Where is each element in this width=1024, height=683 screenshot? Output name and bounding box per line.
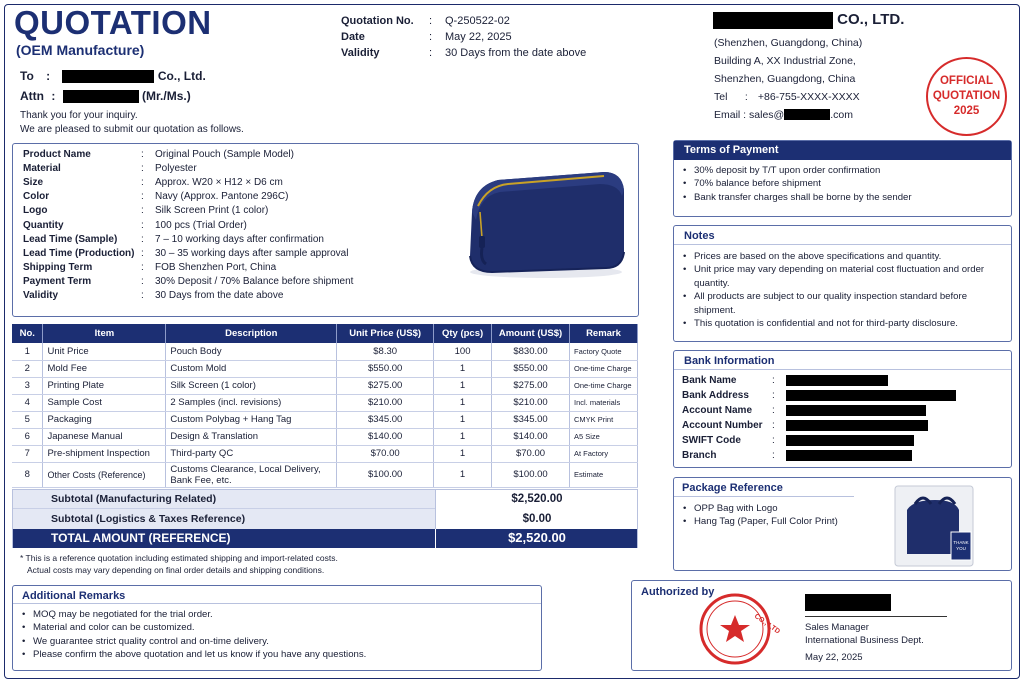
table-row <box>12 377 638 394</box>
cell-amount: $70.00 <box>492 445 570 462</box>
spec-value: 100 pcs (Trial Order) <box>155 219 247 231</box>
spec-label: Size <box>23 176 44 188</box>
meta-colon: : <box>429 31 433 43</box>
meta-value: 30 Days from the date above <box>445 47 587 59</box>
signature-date: May 22, 2025 <box>805 652 863 663</box>
meta-row <box>341 29 586 45</box>
spec-row <box>23 161 353 175</box>
cell-remark: A5 Size <box>569 428 637 445</box>
bank-label: Bank Name <box>682 374 737 386</box>
pouch-product-image <box>458 160 628 280</box>
cell-remark: At Factory <box>569 445 637 462</box>
cell-item: Packaging <box>43 411 166 428</box>
spec-colon: : <box>141 262 144 274</box>
bank-information-title: Bank Information <box>674 351 1011 370</box>
bank-colon: : <box>772 434 775 446</box>
cell-no: 8 <box>12 462 43 487</box>
cell-no: 7 <box>12 445 43 462</box>
terms-of-payment-box <box>673 140 1012 217</box>
table-row <box>12 360 638 377</box>
cell-qty: 1 <box>434 360 492 377</box>
remark-item: • Please confirm the above quotation and let us know if you have any questions. <box>13 648 541 661</box>
meta-colon: : <box>429 47 433 59</box>
spec-label: Color <box>23 191 50 203</box>
signatory-role: Sales Manager <box>805 622 869 633</box>
cell-qty: 1 <box>434 394 492 411</box>
bank-value <box>786 373 956 388</box>
spec-label: Payment Term <box>23 276 92 288</box>
bank-colon: : <box>772 449 775 461</box>
notes-box <box>673 225 1012 342</box>
spec-value: 30% Deposit / 70% Balance before shipment <box>155 276 354 288</box>
attn-line: Attn : (Mr./Ms.) <box>20 89 191 103</box>
cell-item: Japanese Manual <box>43 428 166 445</box>
cell-price: $275.00 <box>337 377 434 394</box>
spec-colon: : <box>141 276 144 288</box>
authorized-box <box>631 580 1012 671</box>
spec-row <box>23 289 353 303</box>
quotation-item-table <box>12 324 638 488</box>
spec-label: Validity <box>23 290 59 302</box>
note-item: • This quotation is confidential and not for third-party disclosure. <box>674 317 999 330</box>
remark-item: • MOQ may be negotiated for the trial order. <box>13 608 541 621</box>
company-seal <box>696 591 781 667</box>
total-label: TOTAL AMOUNT (REFERENCE) <box>51 531 231 545</box>
meta-row <box>341 45 586 61</box>
bank-row <box>682 373 956 388</box>
bank-value <box>786 448 956 463</box>
redacted-bank-value <box>786 405 926 416</box>
spec-label: Lead Time (Sample) <box>23 233 118 245</box>
remark-item: • We guarantee strict quality control and on-time delivery. <box>13 635 541 648</box>
cell-desc: Design & Translation <box>166 428 337 445</box>
table-header-cell: Amount (US$) <box>492 324 570 343</box>
company-tel: Tel : +86-755-XXXX-XXXX <box>714 90 860 103</box>
redacted-attn <box>63 90 139 103</box>
table-header-cell: Unit Price (US$) <box>337 324 434 343</box>
spec-colon: : <box>141 148 144 160</box>
cell-item: Printing Plate <box>43 377 166 394</box>
cell-qty: 1 <box>434 377 492 394</box>
package-item: • OPP Bag with Logo <box>674 502 1011 515</box>
spec-value: 30 Days from the date above <box>155 290 284 302</box>
bank-row <box>682 448 956 463</box>
subtotal-mfg-value: $2,520.00 <box>511 493 563 505</box>
spec-value: Polyester <box>155 162 197 174</box>
intro-text: We are pleased to submit our quotation as follows. <box>20 124 244 135</box>
spec-row <box>23 261 353 275</box>
cell-price: $70.00 <box>337 445 434 462</box>
company-name: CO., LTD. <box>713 11 904 29</box>
cell-no: 2 <box>12 360 43 377</box>
cell-no: 5 <box>12 411 43 428</box>
cell-item: Mold Fee <box>43 360 166 377</box>
bank-information-box <box>673 350 1012 468</box>
cell-price: $140.00 <box>337 428 434 445</box>
spec-value: Original Pouch (Sample Model) <box>155 148 294 160</box>
meta-label: Date <box>341 31 365 43</box>
cell-desc: Custom Polybag + Hang Tag <box>166 411 337 428</box>
company-details: (Shenzhen, Guangdong, China) Building A, XX Industrial Zone, Shenzhen, Guangdong, China Tel : +86-755-XXXX-XXXX Email : sales@ .com <box>714 36 863 121</box>
package-item: • Hang Tag (Paper, Full Color Print) <box>674 515 1011 528</box>
payment-term-item: • Bank transfer charges shall be borne by the sender <box>674 191 1011 204</box>
redacted-company <box>713 12 833 29</box>
meta-colon: : <box>429 15 433 27</box>
terms-of-payment-title: Terms of Payment <box>674 141 1011 160</box>
cell-desc: Third-party QC <box>166 445 337 462</box>
payment-term-item: • 70% balance before shipment <box>674 177 1011 190</box>
thanks-text: Thank you for your inquiry. <box>20 110 138 121</box>
cell-amount: $210.00 <box>492 394 570 411</box>
additional-remarks-title: Additional Remarks <box>13 586 541 604</box>
bank-colon: : <box>772 374 775 386</box>
cell-item: Unit Price <box>43 343 166 360</box>
svg-text:YOU: YOU <box>956 546 966 551</box>
spec-label: Quantity <box>23 219 64 231</box>
bank-label: SWIFT Code <box>682 434 741 446</box>
bank-row <box>682 418 956 433</box>
bank-label: Account Number <box>682 419 763 431</box>
cell-item: Sample Cost <box>43 394 166 411</box>
redacted-bank-value <box>786 450 912 461</box>
product-spec-table <box>23 147 353 303</box>
spec-label: Shipping Term <box>23 262 93 274</box>
additional-remarks-box <box>12 585 542 671</box>
cell-qty: 100 <box>434 343 492 360</box>
cell-qty: 1 <box>434 462 492 487</box>
subtotal-mfg-label: Subtotal (Manufacturing Related) <box>51 493 217 505</box>
footnote-2: Actual costs may vary depending on final order details and shipping conditions. <box>27 565 325 575</box>
table-row <box>12 394 638 411</box>
spec-row <box>23 175 353 189</box>
bank-value <box>786 433 956 448</box>
company-email: Email : sales@ .com <box>714 108 853 121</box>
cell-remark: One-time Charge <box>569 360 637 377</box>
note-item: • Prices are based on the above specifications and quantity. <box>674 250 999 263</box>
meta-label: Quotation No. <box>341 15 414 27</box>
package-reference-box <box>673 477 1012 571</box>
spec-colon: : <box>141 191 144 203</box>
signatory-dept: International Business Dept. <box>805 635 924 646</box>
quotation-meta <box>341 13 586 61</box>
cell-qty: 1 <box>434 445 492 462</box>
cell-desc: Custom Mold <box>166 360 337 377</box>
table-header-cell: Qty (pcs) <box>434 324 492 343</box>
to-line: To : Co., Ltd. <box>20 69 206 83</box>
bank-colon: : <box>772 419 775 431</box>
bank-value <box>786 388 956 403</box>
spec-colon: : <box>141 162 144 174</box>
page-title: QUOTATION <box>14 4 212 41</box>
spec-row <box>23 246 353 260</box>
note-item: • All products are subject to our quality inspection standard before shipment. <box>674 290 999 317</box>
spec-colon: : <box>141 290 144 302</box>
payment-term-item: • 30% deposit by T/T upon order confirmation <box>674 164 1011 177</box>
meta-label: Validity <box>341 47 380 59</box>
packaged-pouch-image <box>893 484 977 568</box>
bank-label: Branch <box>682 449 717 461</box>
cell-amount: $100.00 <box>492 462 570 487</box>
spec-row <box>23 232 353 246</box>
bank-label: Account Name <box>682 404 753 416</box>
spec-value: Approx. W20 × H12 × D6 cm <box>155 176 283 188</box>
signature-line <box>805 616 947 617</box>
subtotal-logistics-value: $0.00 <box>522 513 552 525</box>
spec-value: 30 – 35 working days after sample approval <box>155 247 349 259</box>
official-quotation-stamp: OFFICIAL QUOTATION 2025 <box>926 57 1007 136</box>
cell-qty: 1 <box>434 428 492 445</box>
cell-desc: 2 Samples (incl. revisions) <box>166 394 337 411</box>
cell-qty: 1 <box>434 411 492 428</box>
cell-remark: Incl. materials <box>569 394 637 411</box>
bank-value <box>786 403 956 418</box>
spec-label: Logo <box>23 205 48 217</box>
cell-amount: $550.00 <box>492 360 570 377</box>
table-header-cell: Item <box>43 324 166 343</box>
meta-row <box>341 13 586 29</box>
cell-price: $345.00 <box>337 411 434 428</box>
cell-amount: $275.00 <box>492 377 570 394</box>
spec-label: Lead Time (Production) <box>23 247 135 259</box>
cell-remark: Estimate <box>569 462 637 487</box>
table-row <box>12 411 638 428</box>
cell-amount: $140.00 <box>492 428 570 445</box>
spec-label: Product Name <box>23 148 91 160</box>
table-header-cell: No. <box>12 324 43 343</box>
bank-row <box>682 388 956 403</box>
spec-value: 7 – 10 working days after confirmation <box>155 233 324 245</box>
redacted-signatory <box>805 594 891 611</box>
cell-remark: One-time Charge <box>569 377 637 394</box>
spec-value: FOB Shenzhen Port, China <box>155 262 277 274</box>
footnote-1: * This is a reference quotation including estimated shipping and import-related costs. <box>20 553 338 563</box>
subtotal-logistics-label: Subtotal (Logistics & Taxes Reference) <box>51 513 246 525</box>
cell-desc: Customs Clearance, Local Delivery, Bank Fee, etc. <box>166 462 337 487</box>
table-row <box>12 462 638 487</box>
table-row <box>12 445 638 462</box>
hang-tag-text: THANK <box>953 540 969 545</box>
redacted-recipient <box>62 70 154 83</box>
cell-price: $8.30 <box>337 343 434 360</box>
spec-value: Silk Screen Print (1 color) <box>155 205 269 217</box>
cell-price: $210.00 <box>337 394 434 411</box>
notes-title: Notes <box>674 226 1011 245</box>
spec-colon: : <box>141 176 144 188</box>
meta-value: May 22, 2025 <box>445 31 512 43</box>
spec-row <box>23 147 353 161</box>
spec-row <box>23 204 353 218</box>
cell-price: $550.00 <box>337 360 434 377</box>
total-value: $2,520.00 <box>508 530 566 545</box>
spec-row <box>23 190 353 204</box>
redacted-bank-value <box>786 375 888 386</box>
bank-row <box>682 433 956 448</box>
authorized-title: Authorized by <box>641 586 715 598</box>
cell-amount: $345.00 <box>492 411 570 428</box>
seal-text: CO., LTD <box>752 612 781 636</box>
redacted-email-domain <box>784 109 830 120</box>
spec-label: Material <box>23 162 61 174</box>
bank-table <box>682 373 956 463</box>
cell-amount: $830.00 <box>492 343 570 360</box>
table-row <box>12 343 638 360</box>
spec-row <box>23 275 353 289</box>
spec-colon: : <box>141 205 144 217</box>
bank-colon: : <box>772 404 775 416</box>
bank-row <box>682 403 956 418</box>
cell-remark: Factory Quote <box>569 343 637 360</box>
cell-no: 4 <box>12 394 43 411</box>
cell-no: 1 <box>12 343 43 360</box>
spec-row <box>23 218 353 232</box>
table-row <box>12 428 638 445</box>
package-reference-title: Package Reference <box>674 478 854 497</box>
spec-colon: : <box>141 219 144 231</box>
meta-value: Q-250522-02 <box>445 15 510 27</box>
totals-block <box>12 489 638 548</box>
cell-price: $100.00 <box>337 462 434 487</box>
redacted-bank-value <box>786 390 956 401</box>
cell-no: 6 <box>12 428 43 445</box>
cell-no: 3 <box>12 377 43 394</box>
cell-item: Pre-shipment Inspection <box>43 445 166 462</box>
table-header-cell: Remark <box>569 324 637 343</box>
redacted-bank-value <box>786 420 928 431</box>
spec-value: Navy (Approx. Pantone 296C) <box>155 191 289 203</box>
note-item: • Unit price may vary depending on material cost fluctuation and order quantity. <box>674 263 999 290</box>
table-header-cell: Description <box>166 324 337 343</box>
cell-desc: Pouch Body <box>166 343 337 360</box>
redacted-bank-value <box>786 435 914 446</box>
cell-remark: CMYK Print <box>569 411 637 428</box>
page-subtitle: (OEM Manufacture) <box>16 42 145 58</box>
bank-colon: : <box>772 389 775 401</box>
cell-desc: Silk Screen (1 color) <box>166 377 337 394</box>
cell-item: Other Costs (Reference) <box>43 462 166 487</box>
spec-colon: : <box>141 233 144 245</box>
spec-colon: : <box>141 247 144 259</box>
remark-item: • Material and color can be customized. <box>13 621 541 634</box>
bank-label: Bank Address <box>682 389 749 401</box>
bank-value <box>786 418 956 433</box>
